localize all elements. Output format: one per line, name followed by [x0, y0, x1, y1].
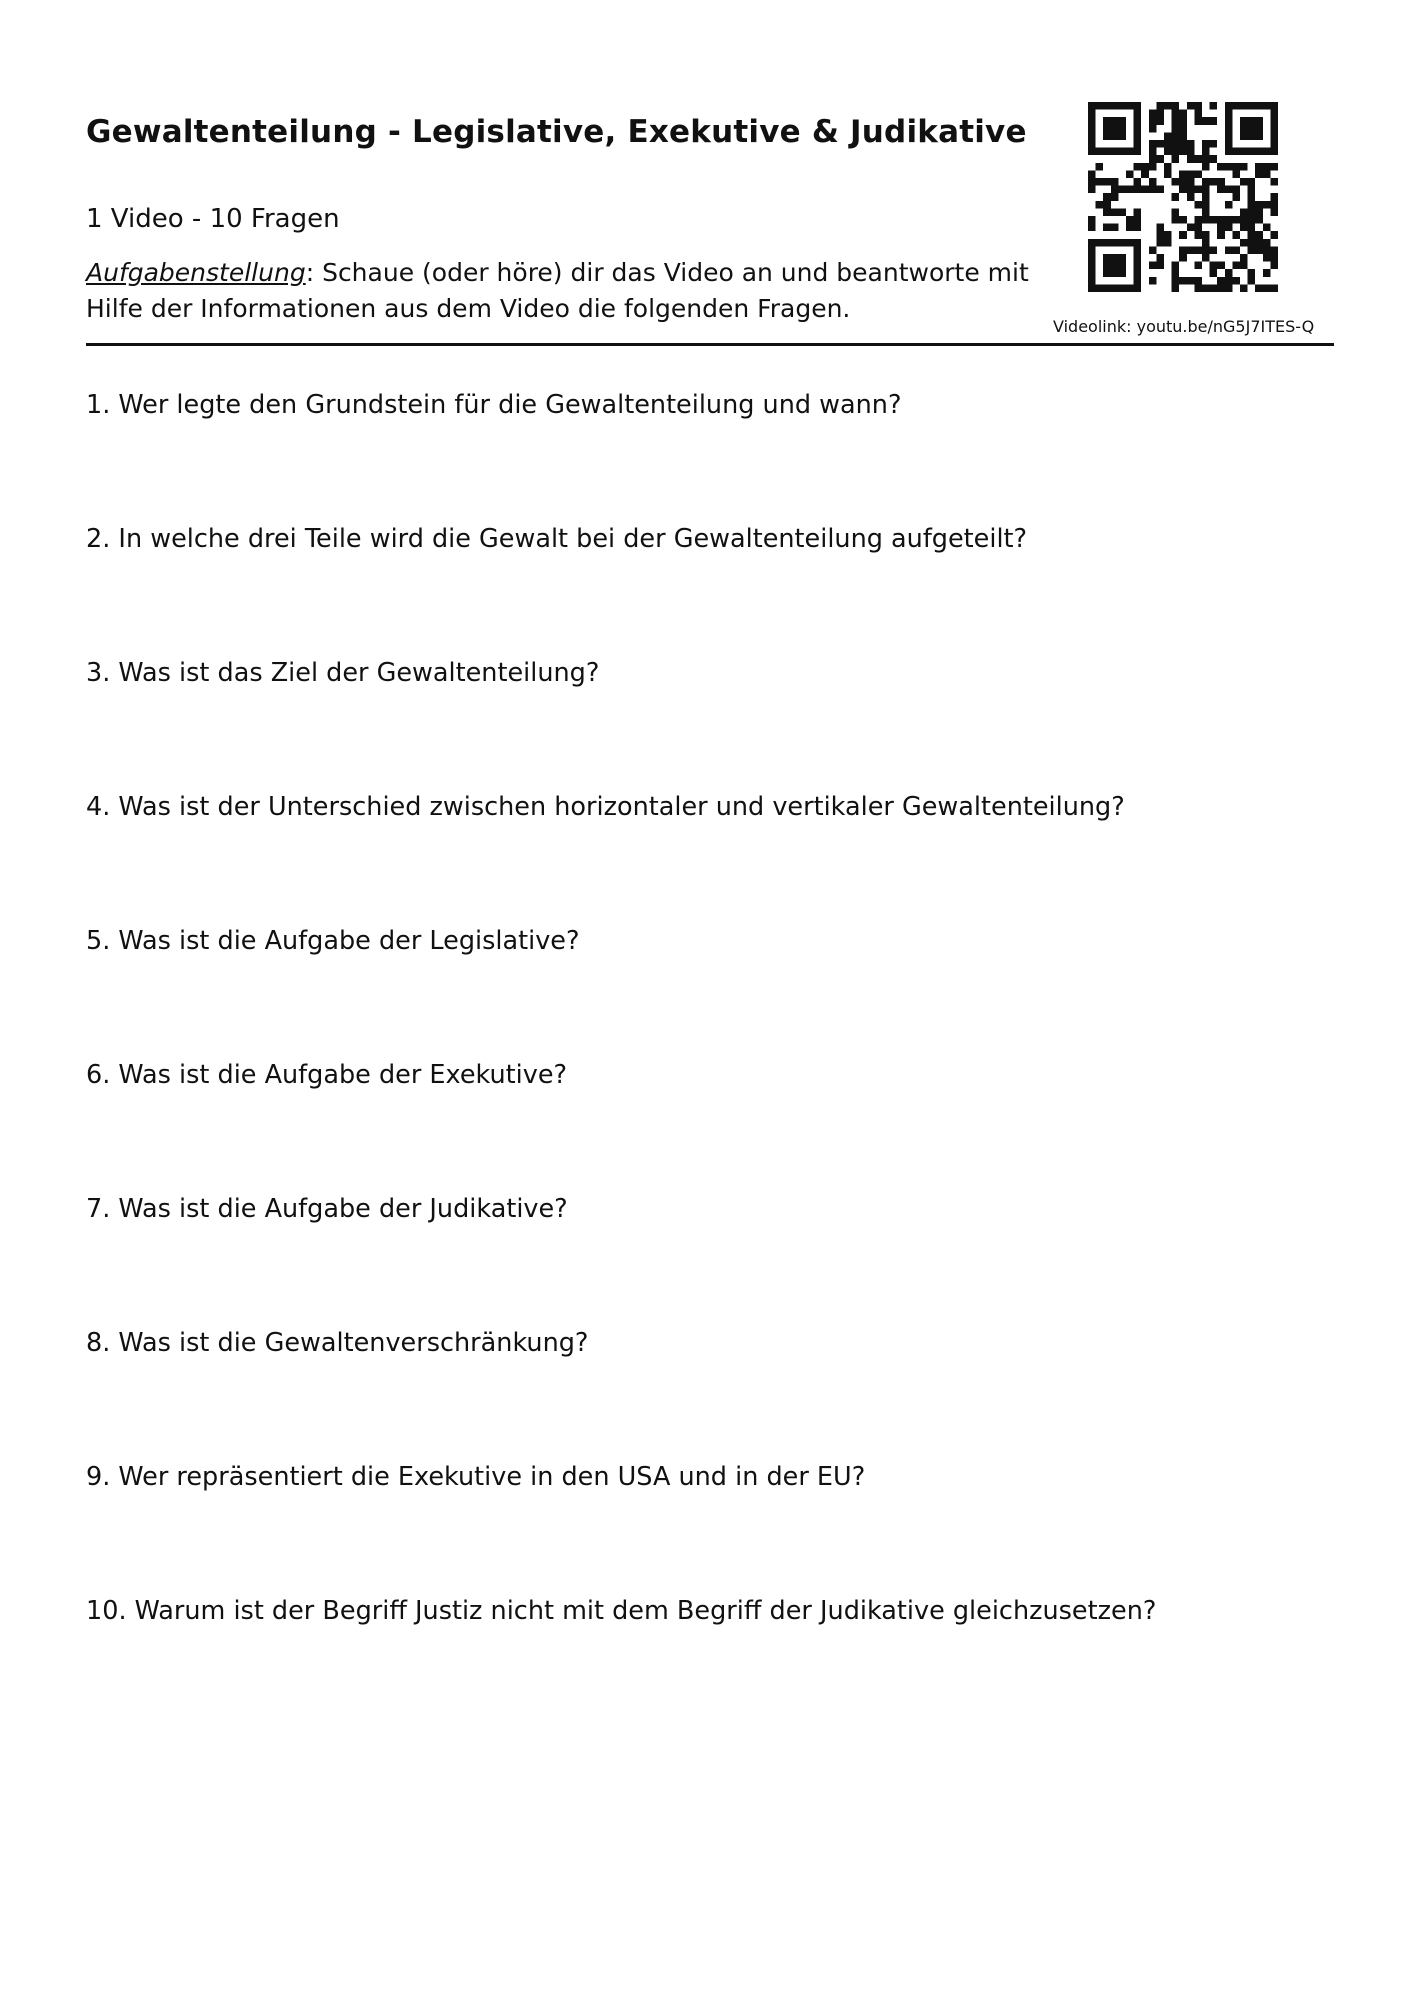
question-item: 1. Wer legte den Grundstein für die Gewaltenteilung und wann? [86, 390, 902, 420]
question-item: 10. Warum ist der Begriff Justiz nicht mit dem Begriff der Judikative gleichzusetzen? [86, 1596, 1157, 1626]
question-item: 9. Wer repräsentiert die Exekutive in den USA und in der EU? [86, 1462, 866, 1492]
question-list [86, 387, 1336, 1727]
video-question-count: 1 Video - 10 Fragen [86, 204, 340, 234]
page-title: Gewaltenteilung - Legislative, Exekutive & Judikative [86, 114, 1027, 150]
question-item: 4. Was ist der Unterschied zwischen horizontaler und vertikaler Gewaltenteilung? [86, 792, 1125, 822]
video-link[interactable]: Videolink: youtu.be/nG5J7ITES-Q [1053, 317, 1315, 336]
question-item: 2. In welche drei Teile wird die Gewalt bei der Gewaltenteilung aufgeteilt? [86, 524, 1028, 554]
qr-code-icon[interactable] [1088, 102, 1278, 292]
task-text: : Schaue (oder höre) dir das Video an und beantworte mit Hilfe der Informationen aus dem Video die folgenden Fragen. [86, 258, 1029, 323]
question-item: 3. Was ist das Ziel der Gewaltenteilung? [86, 658, 600, 688]
task-instructions [86, 255, 1046, 327]
question-item: 5. Was ist die Aufgabe der Legislative? [86, 926, 580, 956]
header-divider [86, 343, 1334, 346]
question-item: 7. Was ist die Aufgabe der Judikative? [86, 1194, 568, 1224]
task-label: Aufgabenstellung [86, 258, 306, 287]
question-item: 8. Was ist die Gewaltenverschränkung? [86, 1328, 589, 1358]
question-item: 6. Was ist die Aufgabe der Exekutive? [86, 1060, 568, 1090]
